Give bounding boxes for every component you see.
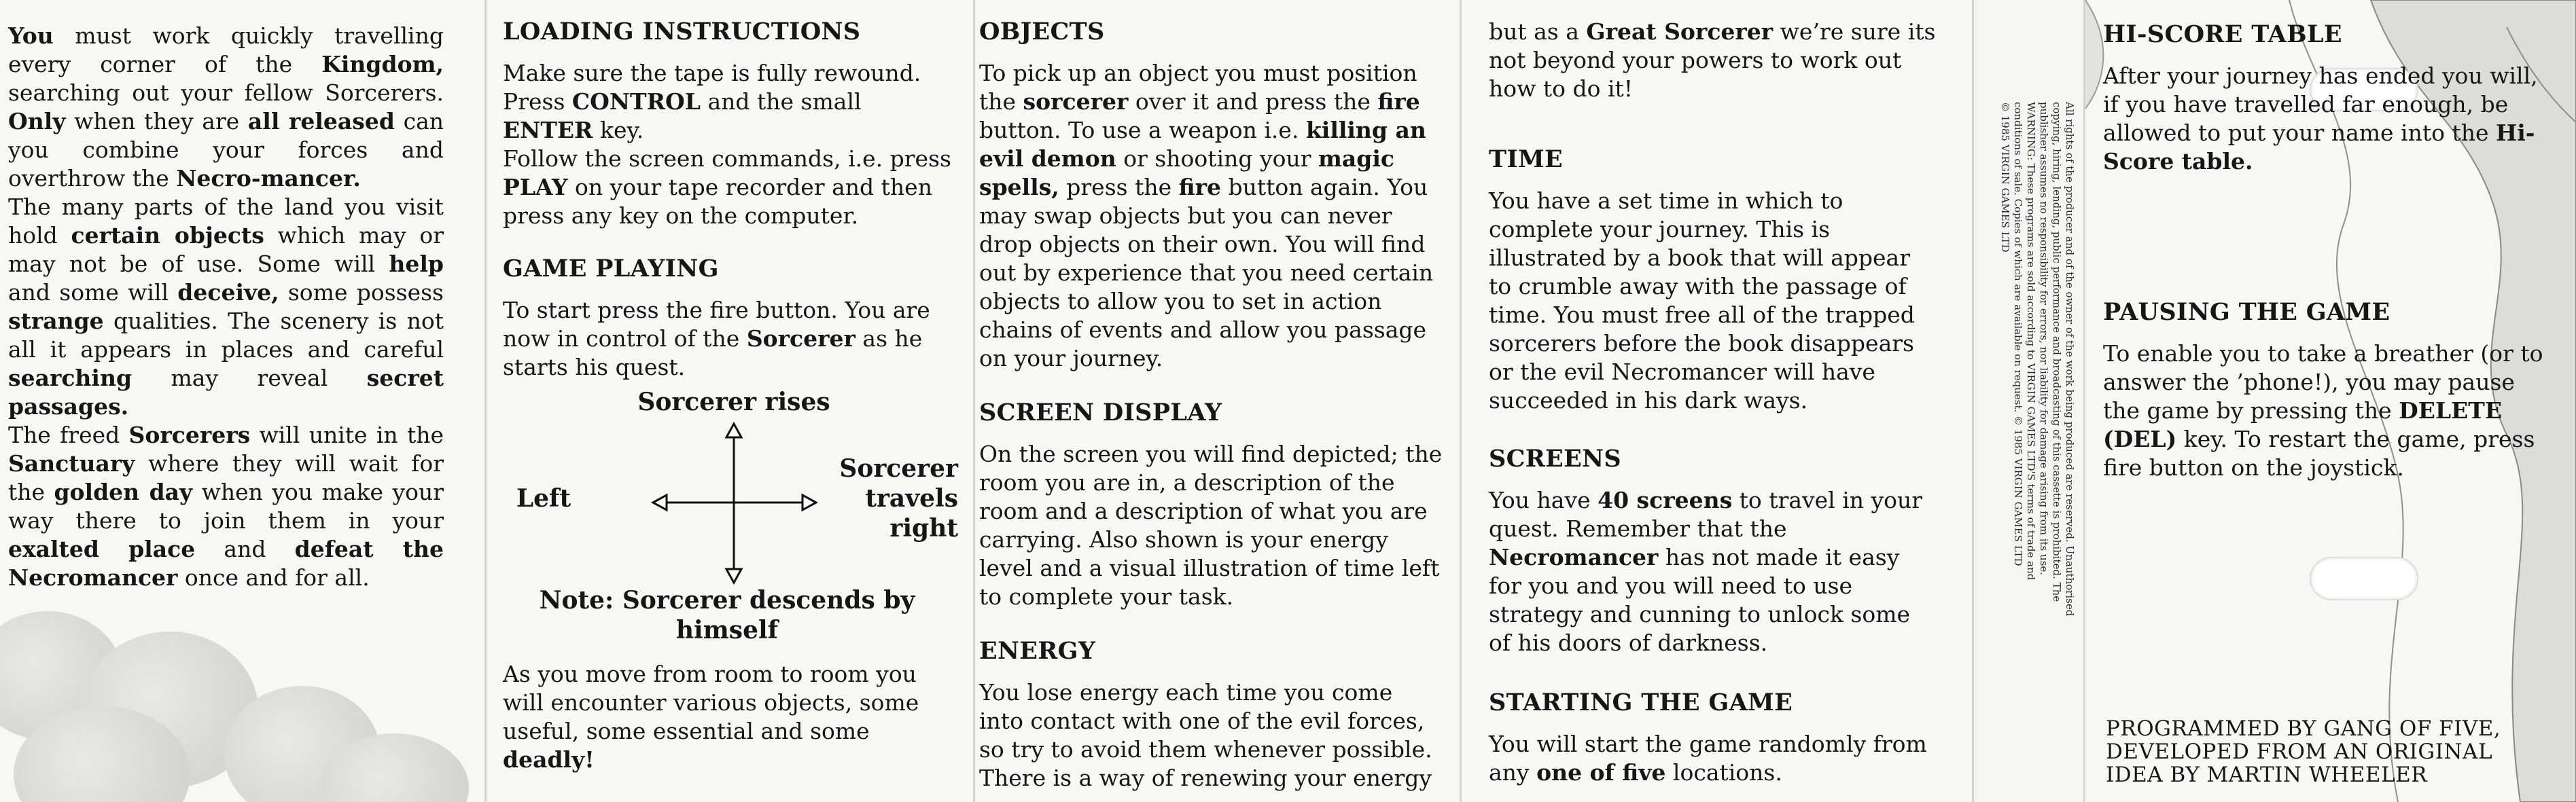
text-segment: golden day [54,479,193,505]
text-segment: but as a [1489,18,1587,45]
text-segment: button. To use a weapon i.e. [979,117,1306,143]
pausing-heading: PAUSING THE GAME [2103,298,2390,326]
text-segment: defeat the Necromancer [8,536,444,591]
hiscore-content [2103,20,2556,482]
text-segment: Great Sorcerer [1586,18,1774,45]
text-segment: and the small [700,88,862,115]
screens-heading: SCREENS [1489,445,1621,473]
text-segment: searching [8,365,133,391]
objects-heading: OBJECTS [979,18,1105,45]
text-segment: You will start the game randomly from any [1489,731,1927,786]
text-segment: on your tape recorder and then press any key on the computer. [503,174,932,229]
text-segment: DELETE (DEL) [2103,397,2502,452]
text-segment: secret passages. [8,365,444,420]
screen-display-heading: SCREEN DISPLAY [979,399,1222,426]
text-segment: to travel in your quest. Remember that the [1489,487,1923,542]
diagram-down-label: Note: Sorcerer descends by himself [539,586,915,644]
freed-paragraph [8,421,444,592]
text-segment: will unite in the [250,422,444,448]
text-segment: one of five [1536,759,1666,786]
text-segment: To pick up an object you must position the [979,60,1417,115]
text-segment: or shooting your [1116,145,1318,172]
text-segment: some possess [279,279,444,306]
panel-spine-legal [1974,0,2083,802]
hiscore-text [2103,62,2556,176]
text-segment: certain objects [71,222,264,249]
text-segment: 40 screens [1598,487,1733,513]
text-segment: magic spells, [979,145,1395,200]
diagram-right-label: Sorcerer travels right [839,454,958,543]
text-segment: You have a set time in which to complete your journey. This is illustrated by a book that will appear to crumble away with the passage of time. You must free all of the trapped sorcerers before the book disappears or the evil Necromancer will have succeeded in his dark ways. [1489,187,1915,414]
text-segment: has not made it easy for you and you will need to use strategy and cunning to unlock some of his doors of darkness. [1489,544,1911,656]
text-segment: PLAY [503,174,568,200]
text-segment: ENTER [503,117,593,143]
text-segment: To enable you to take a breather (or to answer the ’phone!), you may pause the game by pressing the [2103,340,2543,424]
text-segment: when you make your way there to join them in your [8,479,444,534]
text-segment: fire [1178,174,1221,200]
text-segment: as he starts his quest. [503,325,923,380]
text-segment: killing an evil demon [979,117,1426,172]
text-segment: You lose energy each time you come into contact with one of the evil forces, so try to avoid them whenever possible. There is a way of renewing your energy [979,679,1432,791]
text-segment: and [195,536,295,562]
legal-line: conditions of sale. Copies of which are available on request. © 1985 VIRGIN GAMES LTD [2012,102,2024,566]
text-segment: key. To restart the game, press fire button on the joystick. [2103,426,2535,481]
legal-line: publisher assumes no responsibility for errors, nor liability for damage arising from its use. [2038,102,2050,576]
pausing-text [2103,340,2556,482]
panel-hiscore [2085,0,2576,802]
text-segment: we’re sure its not beyond your powers to work out how to do it! [1489,18,1936,102]
text-segment: key. [593,117,644,143]
text-segment: The freed [8,422,129,448]
hiscore-heading: HI-SCORE TABLE [2103,20,2342,48]
text-segment: On the screen you will find depicted; the room you are in, a description of the room and a description of what you are carrying. Also shown is your energy level and a visual illustration of time left to complete your task. [979,441,1443,610]
text-segment: press the [1059,174,1179,200]
text-segment: You have [1489,487,1598,513]
text-segment: Sanctuary [8,450,135,477]
parts-paragraph [8,193,444,421]
panel-story [0,0,484,802]
legal-line: © 1985 VIRGIN GAMES LTD [1999,102,2011,253]
text-segment: Kingdom, [321,51,444,77]
panel-loading [487,0,973,802]
game-playing-text [503,296,953,382]
loading-heading: LOADING INSTRUCTIONS [503,18,861,45]
text-segment: button again. You may swap objects but you can never drop objects on their own. You will find out by experience that you need certain objects to allow you to set in action chains of events and allow you passage on your journey. [979,174,1434,371]
text-segment: sorcerer [1023,88,1129,115]
text-segment: where they will wait for the [8,450,444,505]
text-segment: once and for all. [177,564,370,591]
text-segment: deadly! [503,746,595,773]
legal-text [1998,102,2076,616]
text-segment: You [8,22,54,49]
diagram-left-label: Left [516,484,571,513]
text-segment: all released [247,108,395,134]
text-segment: Necro-mancer. [176,165,361,192]
starting-heading: STARTING THE GAME [1489,689,1793,716]
legal-line: copying, hiring, lending, public performance and broadcasting of this cassette is prohibited. The [2051,102,2063,602]
punch-hole [2310,557,2418,600]
text-segment: which may or may not be of use. Some will [8,222,444,277]
energy-text [979,678,1443,792]
text-segment: over it and press the [1128,88,1378,115]
legal-line: All rights of the producer and of the owner of the work being produced are reserved. Unauthorised [2064,102,2076,617]
text-segment: strange [8,308,104,334]
text-segment: searching out your fellow Sorcerers. [8,79,444,106]
loading-text [503,59,953,230]
text-segment: may reveal [132,365,367,391]
text-segment: After your journey has ended you will, if you have travelled far enough, be allowed to put your name into the [2103,62,2538,146]
panel-objects [975,0,1460,802]
text-segment: As you move from room to room you will encounter various objects, some useful, some essential and some [503,661,919,744]
text-segment: Hi-Score table. [2103,120,2535,175]
screens-text [1489,486,1938,657]
text-segment: Follow the screen commands, i.e. press [503,145,951,172]
move-text [503,660,953,774]
text-segment: Only [8,108,66,134]
continued-text [1489,18,1938,103]
text-segment: when they are [65,108,248,134]
text-segment: The many parts of the land you visit hold [8,194,444,249]
text-segment: Make sure the tape is fully rewound. Press [503,60,921,115]
text-segment: locations. [1665,759,1782,786]
text-segment: Sorcerers [128,422,251,448]
legal-line: WARNING: These programs are sold according to VIRGIN GAMES LTD'S terms of trade and [2025,102,2037,581]
intro-paragraph [8,22,444,193]
diagram-up-label: Sorcerer rises [637,388,830,416]
text-segment: fire [1377,88,1420,115]
energy-heading: ENERGY [979,637,1096,665]
text-segment: and some will [8,279,178,306]
panel-time [1462,0,1972,802]
time-heading: TIME [1489,145,1564,173]
text-segment: Sorcerer [746,325,855,352]
text-segment: To start press the fire button. You are now in control of the [503,297,930,352]
text-segment: exalted place [8,536,196,562]
text-segment: can you combine your forces and overthrow the [8,108,444,192]
text-segment: CONTROL [571,88,701,115]
text-segment: deceive, [177,279,279,306]
game-playing-heading: GAME PLAYING [503,255,719,282]
text-segment: must work quickly travelling every corner of the [8,22,444,77]
control-diagram [503,382,958,660]
screen-display-text [979,440,1443,611]
text-segment: Necromancer [1489,544,1659,570]
credits-text: PROGRAMMED BY GANG OF FIVE, DEVELOPED FROM AN ORIGINAL IDEA BY MARTIN WHEELER [2106,716,2501,787]
text-segment: qualities. The scenery is not all it appears in places and careful [8,308,444,363]
starting-text [1489,730,1938,787]
objects-text [979,59,1443,373]
time-text [1489,187,1938,415]
text-segment: help [389,251,444,277]
